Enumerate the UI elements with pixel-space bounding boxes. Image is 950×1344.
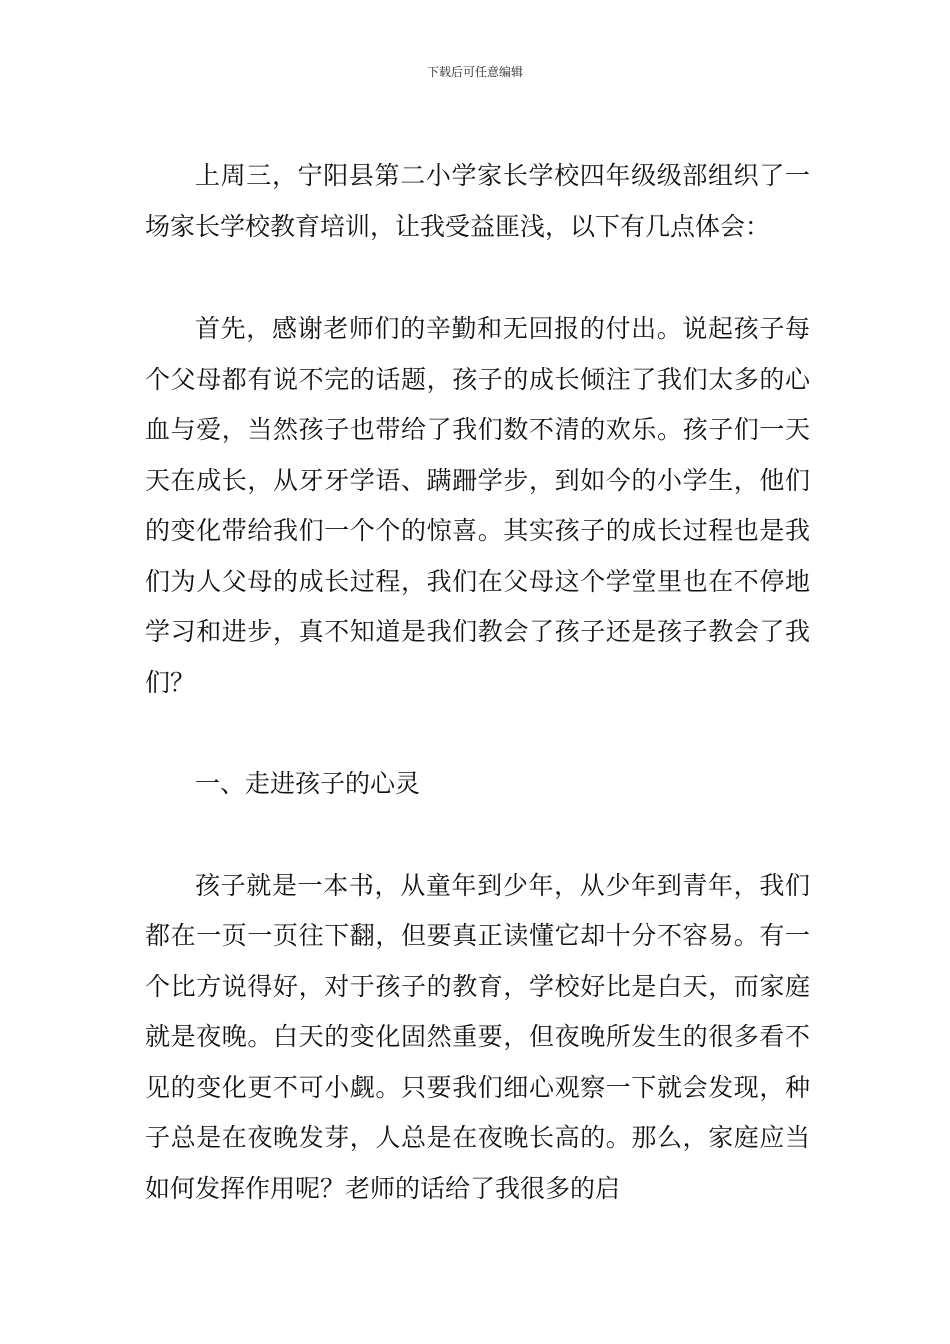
page-header: 下载后可任意编辑 (426, 65, 523, 79)
gratitude-paragraph: 首先，感谢老师们的辛勤和无回报的付出。说起孩子每个父母都有说不完的话题，孩子的成长倾注了我们太多的心血与爱，当然孩子也带给了我们数不清的欢乐。孩子们一天天在成长，从牙牙学语、蹒跚学步，到如今的小学生，他们的变化带给我们一个个的惊喜。其实孩子的成长过程也是我们为人父母的成长过程，我们在父母这个学堂里也在不停地学习和进步，真不知道是我们教会了孩子还是孩子教会了我们？ (145, 314, 810, 697)
intro-paragraph: 上周三，宁阳县第二小学家长学校四年级级部组织了一场家长学校教育培训，让我受益匪浅，以下有几点体会： (145, 161, 810, 241)
document-body (145, 151, 810, 1214)
section-heading: 一、走进孩子的心灵 (195, 769, 421, 798)
section-paragraph: 孩子就是一本书，从童年到少年，从少年到青年，我们都在一页一页往下翻，但要真正读懂它却十分不容易。有一个比方说得好，对于孩子的教育，学校好比是白天，而家庭就是夜晚。白天的变化固然重要，但夜晚所发生的很多看不见的变化更不可小觑。只要我们细心观察一下就会发现，种子总是在夜晚发芽，人总是在夜晚长高的。那么，家庭应当如何发挥作用呢？老师的话给了我很多的启 (145, 870, 810, 1203)
